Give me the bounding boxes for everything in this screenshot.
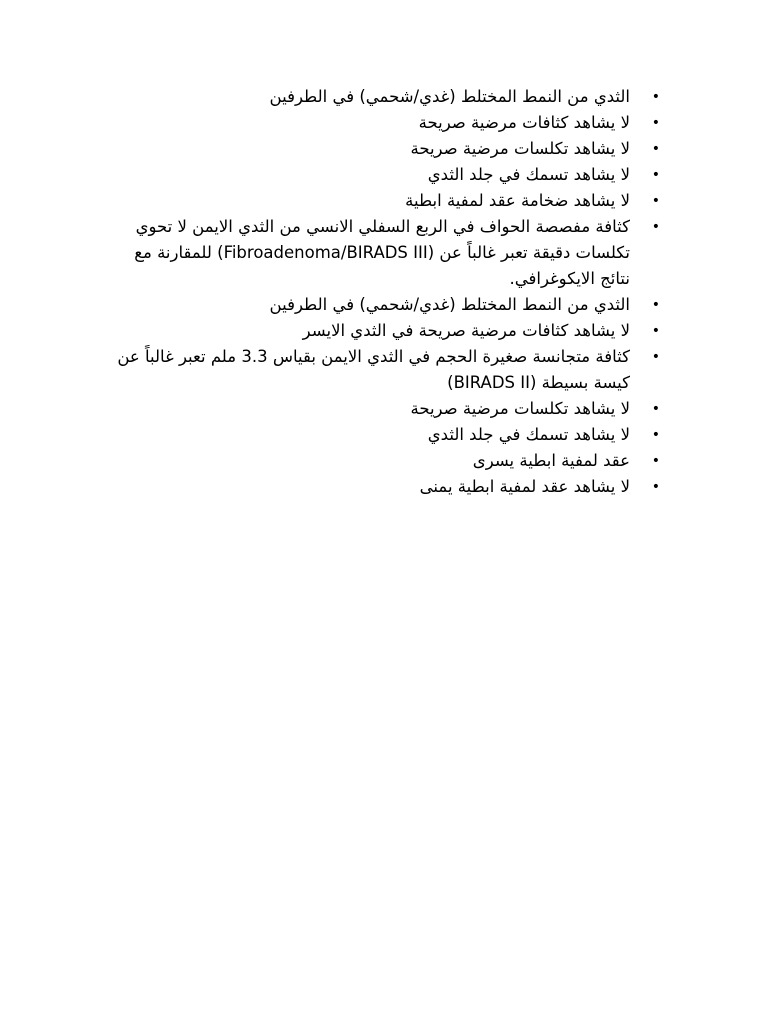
list-item-text: الثدي من النمط المختلط (غدي/شحمي) في الطرفين <box>269 295 630 314</box>
list-item <box>100 162 660 188</box>
bullet-icon: • <box>651 297 660 313</box>
list-item <box>100 188 660 214</box>
findings-list <box>100 84 660 500</box>
list-item-text: الثدي من النمط المختلط (غدي/شحمي) في الطرفين <box>269 87 630 106</box>
list-item-text: لا يشاهد تسمك في جلد الثدي <box>427 165 630 184</box>
bullet-icon: • <box>651 89 660 105</box>
list-item-text: لا يشاهد عقد لمفية ابطية يمنى <box>419 477 630 496</box>
bullet-icon: • <box>651 401 660 417</box>
bullet-icon: • <box>651 167 660 183</box>
list-item <box>100 474 660 500</box>
list-item-text: كثافة مفصصة الحواف في الربع السفلي الانسي من الثدي الايمن لا تحوي تكلسات دقيقة تعبر غالباً عن (Fibroadenoma/BIRADS III) للمقارنة مع نتائج الايكوغرافي. <box>134 217 630 288</box>
list-item-text: لا يشاهد تكلسات مرضية صريحة <box>410 139 630 158</box>
bullet-icon: • <box>651 427 660 443</box>
list-item-text: عقد لمفية ابطية يسرى <box>472 451 630 470</box>
bullet-icon: • <box>651 193 660 209</box>
list-item <box>100 422 660 448</box>
list-item-text: لا يشاهد كثافات مرضية صريحة <box>418 113 630 132</box>
list-item <box>100 396 660 422</box>
list-item <box>100 292 660 318</box>
bullet-icon: • <box>651 115 660 131</box>
bullet-icon: • <box>651 453 660 469</box>
list-item <box>100 318 660 344</box>
list-item <box>100 84 660 110</box>
list-item <box>100 110 660 136</box>
list-item <box>100 136 660 162</box>
bullet-icon: • <box>651 219 660 235</box>
list-item-text: لا يشاهد ضخامة عقد لمفية ابطية <box>405 191 630 210</box>
list-item <box>100 448 660 474</box>
list-item <box>100 214 660 292</box>
bullet-icon: • <box>651 349 660 365</box>
list-item-text: لا يشاهد تسمك في جلد الثدي <box>427 425 630 444</box>
list-item <box>100 344 660 396</box>
list-item-text: كثافة متجانسة صغيرة الحجم في الثدي الايمن بقياس 3.3 ملم تعبر غالباً عن كيسة بسيطة (BIRADS II) <box>117 347 630 392</box>
bullet-icon: • <box>651 479 660 495</box>
bullet-icon: • <box>651 141 660 157</box>
bullet-icon: • <box>651 323 660 339</box>
list-item-text: لا يشاهد تكلسات مرضية صريحة <box>410 399 630 418</box>
list-item-text: لا يشاهد كثافات مرضية صريحة في الثدي الايسر <box>302 321 630 340</box>
